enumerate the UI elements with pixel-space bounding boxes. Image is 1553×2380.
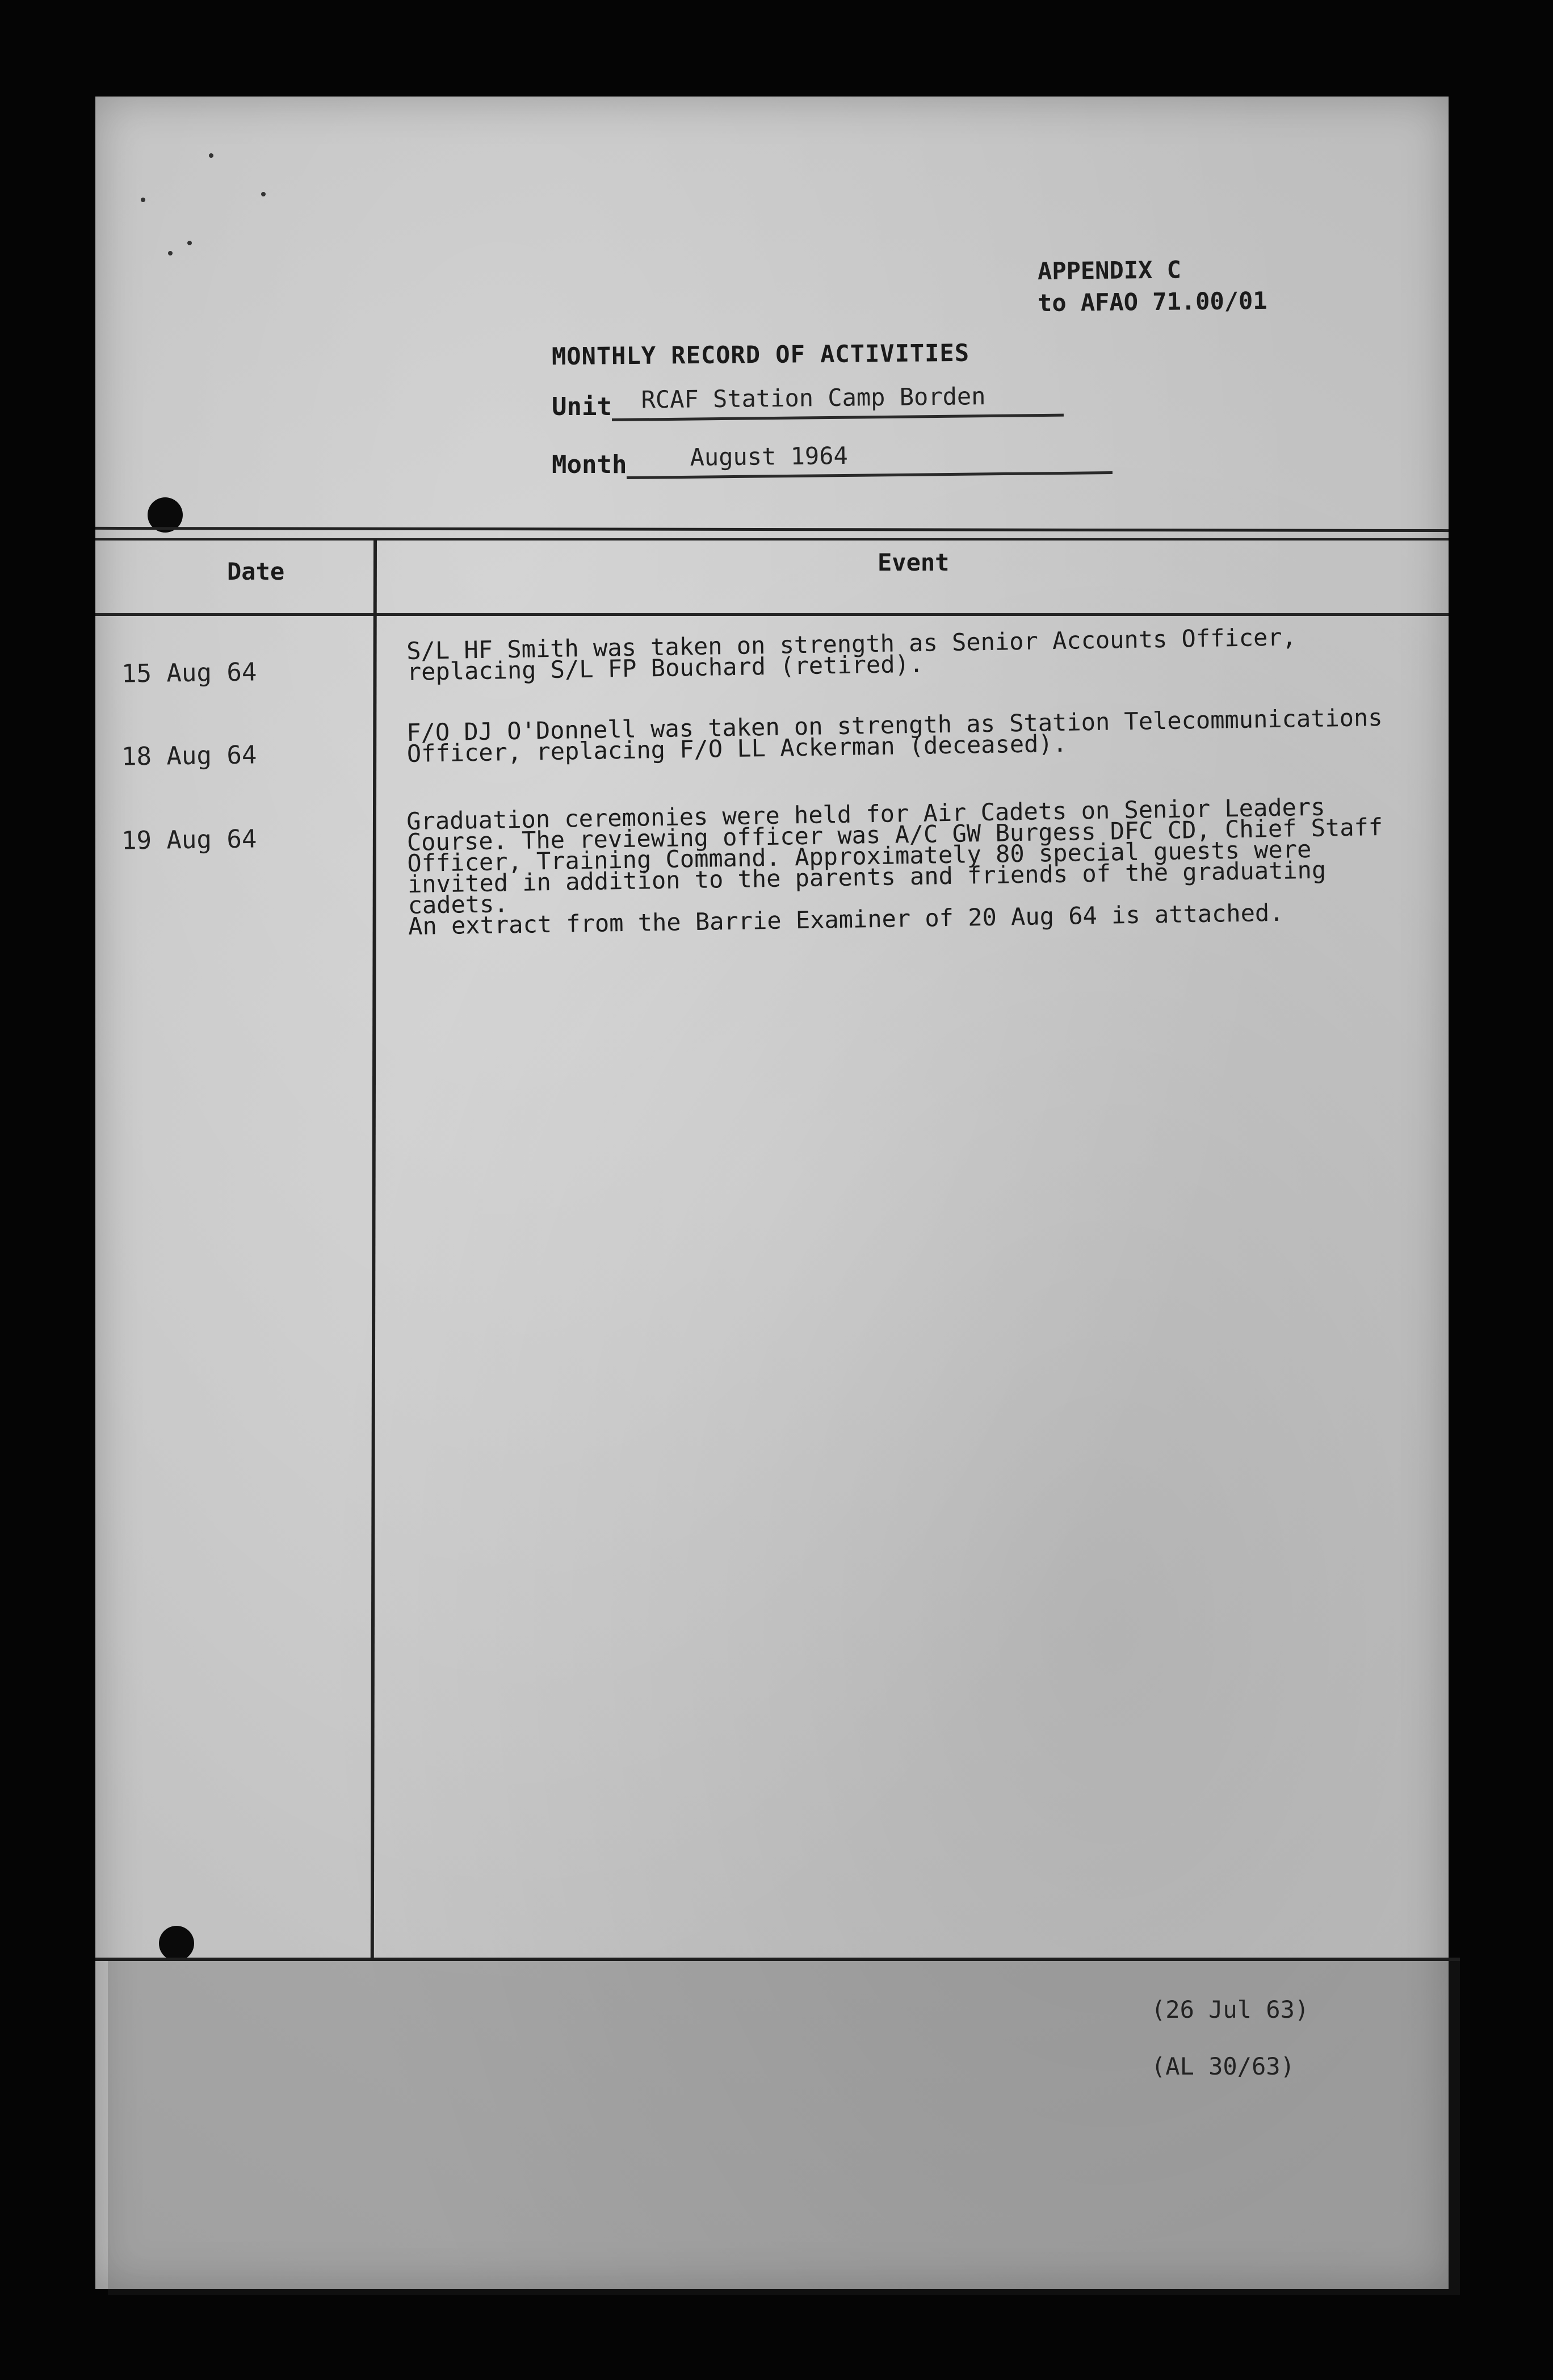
month-field xyxy=(552,441,1113,479)
appendix-line-2: to AFAO 71.00/01 xyxy=(1037,286,1267,317)
table-top-rule-inner xyxy=(95,538,1449,540)
entry-date: 18 Aug 64 xyxy=(121,740,257,772)
month-label: Month xyxy=(552,450,627,479)
month-value: August 1964 xyxy=(627,439,1113,479)
form-revision-references xyxy=(1151,1981,1309,2095)
revision-date: (26 Jul 63) xyxy=(1151,1996,1309,2023)
appendix-line-1: APPENDIX C xyxy=(1037,255,1182,286)
dust-speck xyxy=(209,153,213,158)
dust-speck xyxy=(261,192,266,196)
form-title: MONTHLY RECORD OF ACTIVITIES xyxy=(551,338,970,371)
dust-speck xyxy=(141,198,145,202)
appendix-reference xyxy=(1038,254,1267,318)
entry-event: Graduation ceremonies were held for Air Cadets on Senior Leaders Course. The reviewing officer was A/C GW Burgess DFC CD, Chief Staff Officer, Training Command. Approximately 80 special guests were invited in addition to the parents and friends of the graduating cadets. An extract from the Barrie Examiner of 20 Aug 64 is attached. xyxy=(406,793,1383,940)
punch-hole-bottom xyxy=(159,1926,194,1961)
event-column-header: Event xyxy=(878,548,950,576)
entry-date: 15 Aug 64 xyxy=(121,657,257,689)
entry-date: 19 Aug 64 xyxy=(121,824,257,856)
dust-speck xyxy=(187,241,192,245)
table-header-rule xyxy=(95,613,1449,616)
table-bottom-rule xyxy=(95,1958,1460,1961)
date-column-header: Date xyxy=(227,558,285,585)
column-divider xyxy=(371,539,377,1959)
document-sheet xyxy=(95,97,1449,2289)
unit-value: RCAF Station Camp Borden xyxy=(611,382,1064,421)
amendment-list: (AL 30/63) xyxy=(1151,2052,1295,2080)
entry-event: S/L HF Smith was taken on strength as Senior Accounts Officer, replacing S/L FP Bouchard (retired). xyxy=(406,623,1297,686)
dust-speck xyxy=(168,251,173,255)
table-top-rule xyxy=(95,527,1449,532)
unit-label: Unit xyxy=(552,392,612,421)
unit-field xyxy=(552,382,1064,421)
entry-event: F/O DJ O'Donnell was taken on strength as Station Telecommunications Officer, replacing F/O LL Ackerman (deceased). xyxy=(406,703,1383,768)
